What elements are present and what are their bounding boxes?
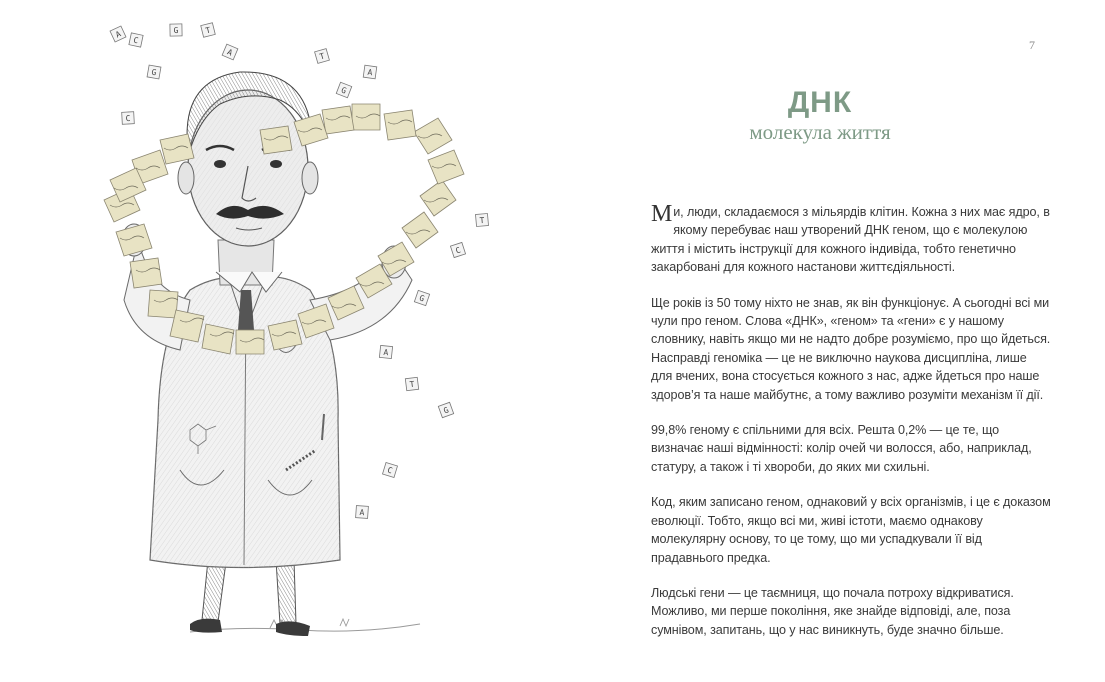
svg-text:C: C: [454, 245, 462, 256]
letter-tile: [147, 65, 161, 79]
svg-text:G: G: [418, 293, 426, 304]
letter-tile: [475, 213, 488, 226]
svg-text:A: A: [366, 67, 373, 78]
letter-tile: [405, 377, 418, 390]
svg-text:G: G: [173, 25, 179, 36]
paragraph-5: Людські гени — це таємниця, що почала потроху відкриватися. Можливо, ми перше покоління, яке знайде відповіді, але, поза сумнівом, запитань, що у нас виникнуть, буде значно більше.: [651, 585, 1014, 637]
scientist-dna-illustration: [40, 0, 540, 682]
svg-text:T: T: [204, 25, 212, 36]
letter-tile: [363, 65, 377, 79]
svg-text:T: T: [318, 51, 326, 62]
svg-text:A: A: [114, 29, 123, 40]
svg-text:A: A: [383, 347, 389, 358]
paragraph-3: 99,8% геному є спільними для всіх. Решта 0,2% — це те, що визначає наші відмінності: колір очей чи волосся, або, наприклад, статуру, а також і ті хвороби, до яких ми схильні.: [651, 423, 1032, 474]
page-number: 7: [1029, 38, 1035, 52]
article-body: [651, 203, 1051, 656]
letter-tile: [450, 242, 465, 257]
svg-text:A: A: [359, 507, 365, 518]
svg-text:G: G: [339, 85, 348, 96]
letter-tile: [336, 82, 352, 98]
svg-text:C: C: [386, 465, 394, 476]
letter-tile: [383, 463, 398, 478]
page-title: ДНК: [787, 86, 853, 119]
paragraph-1-text: и, люди, складаємося з мільярдів клітин. Кожна з них має ядро, в якому перебуває наш утворений ДНК геном, що є молекулою життя і містить інструкції для кожного індивіда, тобто генетично закарбовані для кожного настанови життєдіяльності.: [651, 205, 1050, 275]
svg-text:C: C: [125, 113, 131, 124]
letter-tile: [438, 402, 453, 417]
paragraph-4: Код, яким записано геном, однаковий у всіх організмів, і це є доказом еволюції. Тобто, якщо всі ми, живі істоти, маємо однакову молекулярну основу, то це тому, що ми успадкували її від прадавнього предка.: [651, 495, 1051, 565]
svg-text:T: T: [479, 215, 485, 226]
letter-tile: [129, 33, 143, 47]
letter-tile: [379, 345, 392, 358]
letter-tile: [110, 26, 126, 42]
letter-tile: [315, 49, 330, 64]
svg-text:G: G: [150, 67, 158, 78]
letter-tile: [201, 23, 216, 38]
drop-cap: М: [651, 201, 673, 227]
paragraph-1: [651, 203, 1051, 277]
svg-text:C: C: [132, 35, 140, 46]
paragraph-2: Ще років із 50 тому ніхто не знав, як він функціонує. А сьогодні всі ми чули про геном. Слова «ДНК», «геном» та «гени» є у нашому словнику, навіть якщо ми не надто добре розуміємо, про що йдеться. Насправді геноміка — це не виключно наукова дисципліна, лише для вчених, вона стосується кожного з нас, адже йдеться про наше здоров’я та наше майбутнє, а тому важливо розуміти механізм її дії.: [651, 295, 1051, 402]
page-subtitle: молекула життя: [749, 120, 891, 144]
svg-text:A: A: [225, 47, 234, 58]
letter-tile: [170, 24, 182, 36]
svg-text:T: T: [409, 379, 416, 390]
letter-tile: [222, 44, 238, 60]
letter-tile: [356, 506, 369, 519]
svg-text:G: G: [442, 405, 450, 416]
letter-tile: [122, 112, 135, 125]
letter-tile: [414, 290, 429, 305]
